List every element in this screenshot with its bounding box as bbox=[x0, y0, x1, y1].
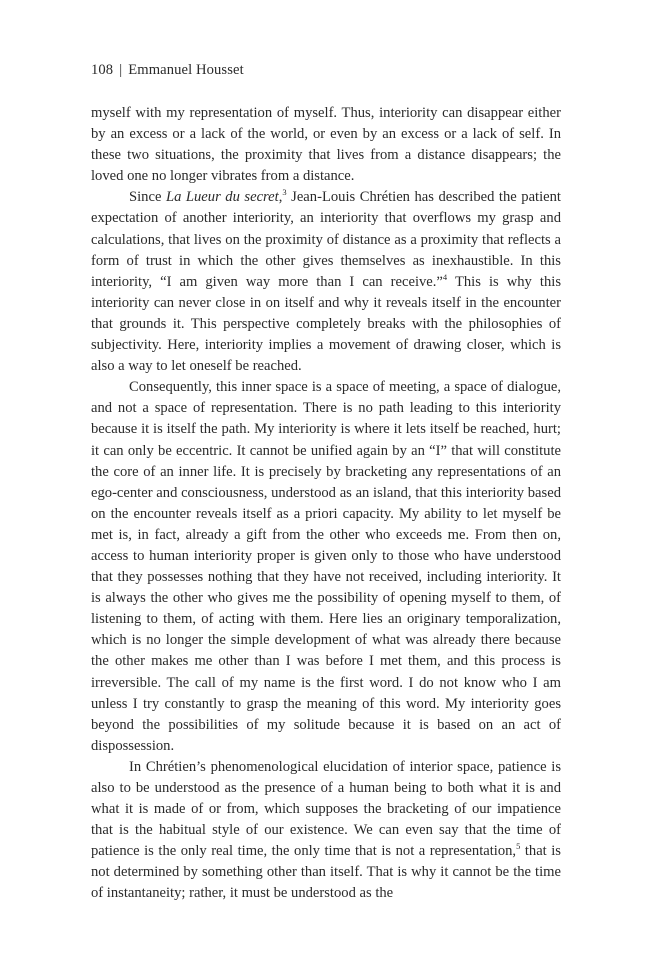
paragraph-2-middle: Jean-Louis Chrétien has described the patient expectation of another interiority, an interiority that overflows my grasp and calculations, that lives on the proximity of distance as a proximity that reflects a form of trust in which the other gives themselves as inexhaustible. In this interiority, “I am given way more than I can receive.” bbox=[91, 189, 561, 290]
paragraph-2-start: Since bbox=[129, 189, 166, 206]
header-separator: | bbox=[119, 62, 123, 78]
book-title: La Lueur du secret bbox=[165, 189, 279, 206]
paragraph-2 bbox=[91, 187, 561, 377]
footnote-ref-3: 3 bbox=[282, 187, 287, 198]
author-name: Emmanuel Housset bbox=[128, 62, 244, 78]
footnote-ref-5: 5 bbox=[516, 841, 521, 852]
body-text bbox=[91, 103, 561, 905]
paragraph-4 bbox=[91, 757, 561, 905]
page-number: 108 bbox=[91, 62, 114, 78]
paragraph-4-end: that is not determined by something other than itself. That is why it cannot be the time of instantaneity; rather, it must be understood as the bbox=[91, 843, 561, 902]
paragraph-1: myself with my representation of myself. Thus, interiority can disappear either by an excess or a lack of the world, or even by an excess or a lack of self. In these two situations, the proximity that lives from a distance disappears; the loved one no longer vibrates from a distance. bbox=[91, 105, 561, 185]
paragraph-3: Consequently, this inner space is a space of meeting, a space of dialogue, and not a space of representation. There is no path leading to this interiority because it is itself the path. My interiority is where it lets itself be reached, hurt; it can only be eccentric. It cannot be unified again by an “I” that will constitute the core of an inner life. It is precisely by bracketing any representations of an ego-center and consciousness, understood as an island, that this interiority based on the encounter reveals itself as a priori capacity. My ability to let myself be met is, in fact, already a gift from the other who exceeds me. From then on, access to human interiority proper is given only to those who have understood that they possesses nothing that they have not received, including interiority. It is always the other who gives me the possibility of opening myself to them, of listening to them, of acting with them. Here lies an originary temporalization, which is no longer the simple development of what was already there because the other makes me other than I was before I met them, and this process is irreversible. The call of my name is the first word. I do not know who I am unless I try constantly to grasp the meaning of this word. My interiority goes beyond the possibilities of my solitude because it is based on an act of dispossession. bbox=[91, 379, 561, 754]
running-head bbox=[91, 62, 244, 79]
title-comma: , bbox=[278, 189, 283, 206]
paragraph-4-start: In Chrétien’s phenomenological elucidation of interior space, patience is also to be understood as the presence of a human being to both what it is and what it is made of or from, which supposes the bracketing of our impatience that is the habitual style of our existence. We can even say that the time of patience is the only real time, the only time that is not a representation, bbox=[91, 758, 561, 860]
paragraph-2-end: This is why this interiority can never close in on itself and why it reveals itself in the encounter that grounds it. This perspective completely breaks with the philosophies of subjectivity. Here, interiority implies a movement of drawing closer, which is also a way to let oneself be reached. bbox=[91, 273, 561, 375]
footnote-ref-4: 4 bbox=[442, 271, 448, 282]
